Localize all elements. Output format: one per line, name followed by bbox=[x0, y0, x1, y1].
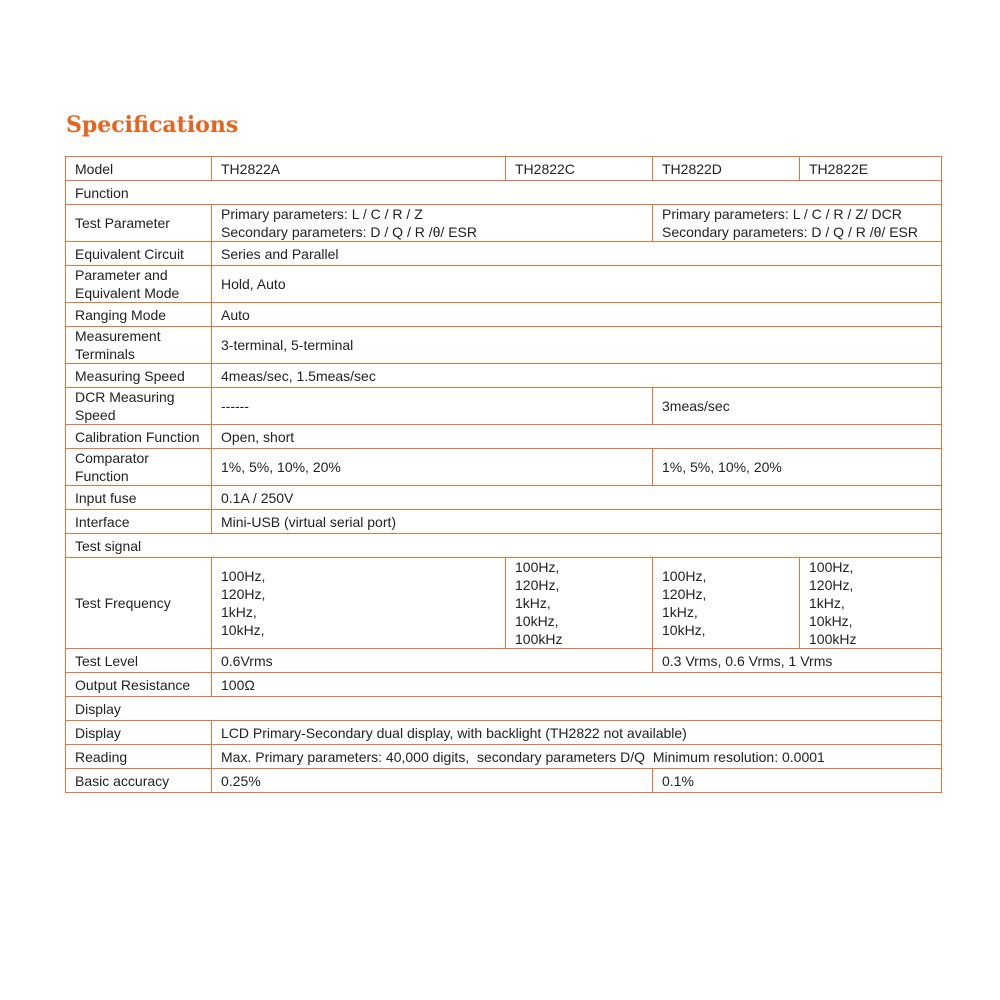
display-label: Display bbox=[66, 721, 212, 745]
test-level-de: 0.3 Vrms, 0.6 Vrms, 1 Vrms bbox=[653, 649, 942, 673]
test-frequency-c: 100Hz, 120Hz, 1kHz, 10kHz, 100kHz bbox=[506, 558, 653, 649]
test-frequency-d: 100Hz, 120Hz, 1kHz, 10kHz, bbox=[653, 558, 800, 649]
reading-label: Reading bbox=[66, 745, 212, 769]
output-resistance-label: Output Resistance bbox=[66, 673, 212, 697]
comparator-ac: 1%, 5%, 10%, 20% bbox=[212, 449, 653, 486]
measuring-speed-row bbox=[66, 364, 942, 388]
interface-value: Mini-USB (virtual serial port) bbox=[212, 510, 942, 534]
test-level-ac: 0.6Vrms bbox=[212, 649, 653, 673]
equivalent-circuit-value: Series and Parallel bbox=[212, 242, 942, 266]
basic-accuracy-row bbox=[66, 769, 942, 793]
basic-accuracy-de: 0.1% bbox=[653, 769, 942, 793]
dcr-speed-label: DCR Measuring Speed bbox=[66, 388, 212, 425]
param-equiv-mode-label: Parameter and Equivalent Mode bbox=[66, 266, 212, 303]
input-fuse-value: 0.1A / 250V bbox=[212, 486, 942, 510]
input-fuse-row bbox=[66, 486, 942, 510]
section-test-signal-row bbox=[66, 534, 942, 558]
section-test-signal: Test signal bbox=[66, 534, 942, 558]
comparator-label: Comparator Function bbox=[66, 449, 212, 486]
calibration-row bbox=[66, 425, 942, 449]
equivalent-circuit-label: Equivalent Circuit bbox=[66, 242, 212, 266]
param-equiv-mode-value: Hold, Auto bbox=[212, 266, 942, 303]
equivalent-circuit-row bbox=[66, 242, 942, 266]
input-fuse-label: Input fuse bbox=[66, 486, 212, 510]
dcr-speed-de: 3meas/sec bbox=[653, 388, 942, 425]
test-parameter-ac: Primary parameters: L / C / R / Z Secondary parameters: D / Q / R /θ/ ESR bbox=[212, 205, 653, 242]
dcr-speed-row bbox=[66, 388, 942, 425]
page-title: Specifications bbox=[66, 112, 239, 138]
comparator-row bbox=[66, 449, 942, 486]
interface-label: Interface bbox=[66, 510, 212, 534]
model-th2822a: TH2822A bbox=[212, 157, 506, 181]
model-th2822e: TH2822E bbox=[800, 157, 942, 181]
calibration-value: Open, short bbox=[212, 425, 942, 449]
measuring-speed-value: 4meas/sec, 1.5meas/sec bbox=[212, 364, 942, 388]
comparator-de: 1%, 5%, 10%, 20% bbox=[653, 449, 942, 486]
measurement-terminals-row bbox=[66, 327, 942, 364]
test-level-label: Test Level bbox=[66, 649, 212, 673]
measuring-speed-label: Measuring Speed bbox=[66, 364, 212, 388]
test-parameter-de: Primary parameters: L / C / R / Z/ DCR Secondary parameters: D / Q / R /θ/ ESR bbox=[653, 205, 942, 242]
display-row bbox=[66, 721, 942, 745]
display-value: LCD Primary-Secondary dual display, with backlight (TH2822 not available) bbox=[212, 721, 942, 745]
ranging-mode-value: Auto bbox=[212, 303, 942, 327]
output-resistance-value: 100Ω bbox=[212, 673, 942, 697]
model-th2822c: TH2822C bbox=[506, 157, 653, 181]
model-row bbox=[66, 157, 942, 181]
test-frequency-e: 100Hz, 120Hz, 1kHz, 10kHz, 100kHz bbox=[800, 558, 942, 649]
section-function: Function bbox=[66, 181, 942, 205]
measurement-terminals-value: 3-terminal, 5-terminal bbox=[212, 327, 942, 364]
section-display: Display bbox=[66, 697, 942, 721]
model-th2822d: TH2822D bbox=[653, 157, 800, 181]
test-parameter-label: Test Parameter bbox=[66, 205, 212, 242]
test-frequency-row bbox=[66, 558, 942, 649]
section-display-row bbox=[66, 697, 942, 721]
param-equiv-mode-row bbox=[66, 266, 942, 303]
test-frequency-a: 100Hz, 120Hz, 1kHz, 10kHz, bbox=[212, 558, 506, 649]
reading-row bbox=[66, 745, 942, 769]
specifications-table bbox=[65, 156, 942, 793]
interface-row bbox=[66, 510, 942, 534]
ranging-mode-row bbox=[66, 303, 942, 327]
output-resistance-row bbox=[66, 673, 942, 697]
section-function-row bbox=[66, 181, 942, 205]
basic-accuracy-ac: 0.25% bbox=[212, 769, 653, 793]
model-label: Model bbox=[66, 157, 212, 181]
dcr-speed-ac: ------ bbox=[212, 388, 653, 425]
calibration-label: Calibration Function bbox=[66, 425, 212, 449]
ranging-mode-label: Ranging Mode bbox=[66, 303, 212, 327]
reading-value: Max. Primary parameters: 40,000 digits, secondary parameters D/Q Minimum resolution: 0.0001 bbox=[212, 745, 942, 769]
test-frequency-label: Test Frequency bbox=[66, 558, 212, 649]
basic-accuracy-label: Basic accuracy bbox=[66, 769, 212, 793]
measurement-terminals-label: Measurement Terminals bbox=[66, 327, 212, 364]
test-parameter-row bbox=[66, 205, 942, 242]
test-level-row bbox=[66, 649, 942, 673]
